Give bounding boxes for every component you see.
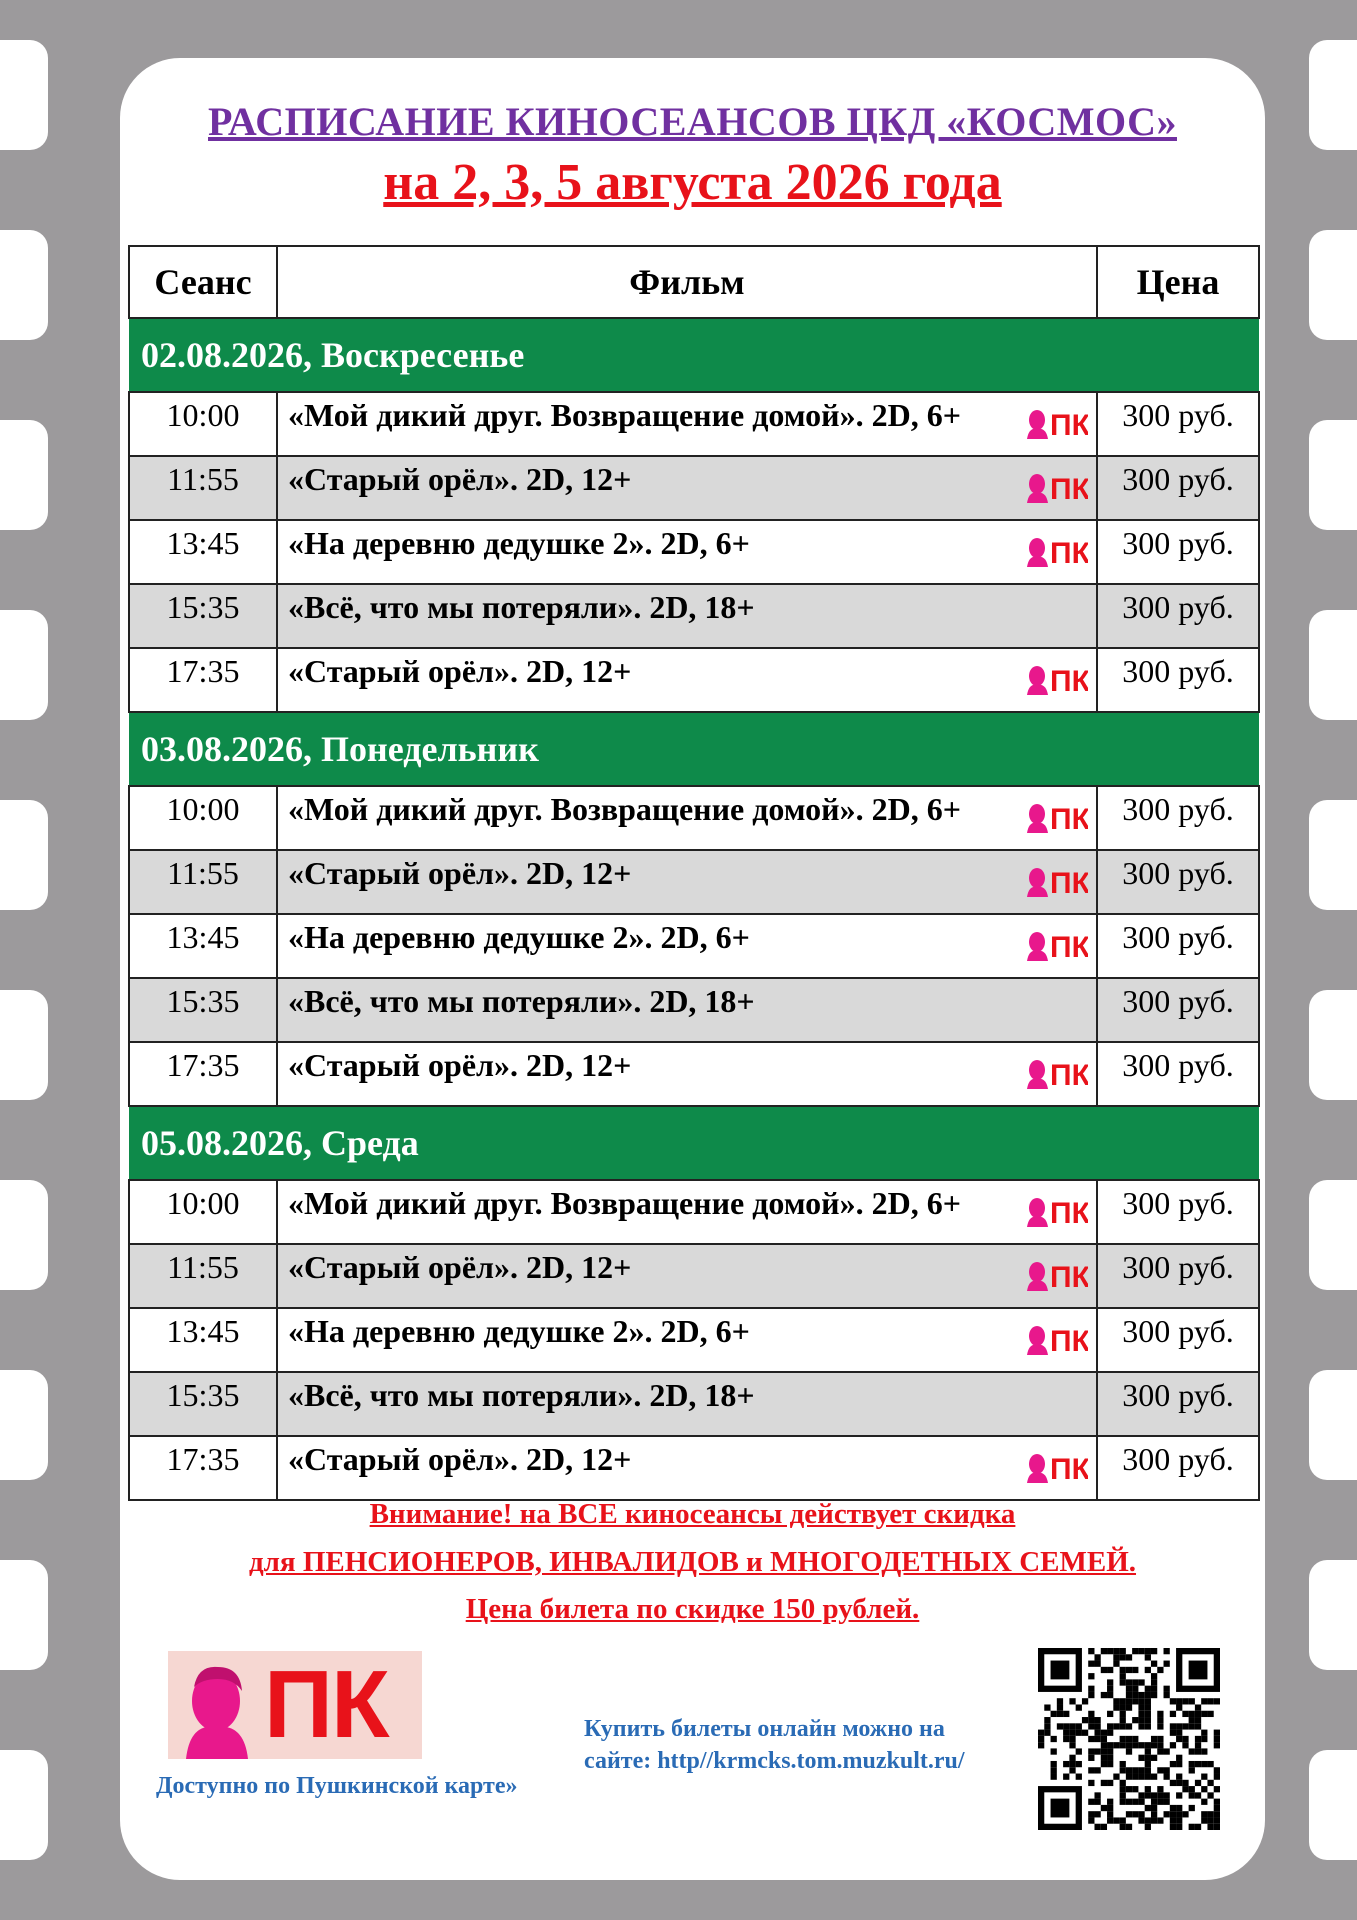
svg-text:ПК: ПК [1050, 1261, 1088, 1291]
film-cell [277, 1042, 1097, 1106]
table-row [129, 1308, 1259, 1372]
session-time: 10:00 [129, 786, 277, 850]
buy-online-text [584, 1713, 965, 1777]
table-row [129, 1436, 1259, 1500]
ticket-price: 300 руб. [1097, 648, 1259, 712]
ticket-price: 300 руб. [1097, 1436, 1259, 1500]
film-title: «Мой дикий друг. Возвращение домой». 2D, 6+ [288, 397, 961, 433]
session-time: 13:45 [129, 520, 277, 584]
pushkin-card-logo [168, 1651, 422, 1759]
film-cell [277, 1436, 1097, 1500]
perforation [0, 1750, 48, 1860]
table-row [129, 850, 1259, 914]
perforation [0, 990, 48, 1100]
pushkin-card-icon [1024, 1193, 1088, 1227]
pushkin-card-icon [1024, 927, 1088, 961]
film-cell [277, 584, 1097, 648]
svg-text:ПК: ПК [1050, 1059, 1088, 1089]
perforation [1309, 1750, 1357, 1860]
ticket-price: 300 руб. [1097, 850, 1259, 914]
session-time: 15:35 [129, 584, 277, 648]
film-title: «Мой дикий друг. Возвращение домой». 2D, 6+ [288, 791, 961, 827]
discount-notice-line-2: для ПЕНСИОНЕРОВ, ИНВАЛИДОВ и МНОГОДЕТНЫХ СЕМЕЙ. [248, 1546, 1137, 1578]
table-row [129, 1244, 1259, 1308]
buy-online-line-1: Купить билеты онлайн можно на [584, 1716, 945, 1742]
table-row [129, 520, 1259, 584]
film-title: «Всё, что мы потеряли». 2D, 18+ [288, 983, 755, 1019]
discount-notice-line-3: Цена билета по скидке 150 рублей. [465, 1593, 920, 1625]
perforation [0, 420, 48, 530]
table-row [129, 786, 1259, 850]
table-row [129, 1180, 1259, 1244]
svg-text:ПК: ПК [1050, 1453, 1088, 1483]
session-time: 10:00 [129, 392, 277, 456]
table-row [129, 584, 1259, 648]
pushkin-card-icon [1024, 1055, 1088, 1089]
session-time: 10:00 [129, 1180, 277, 1244]
ticket-price: 300 руб. [1097, 1372, 1259, 1436]
film-title: «Старый орёл». 2D, 12+ [288, 653, 632, 689]
session-time: 17:35 [129, 1042, 277, 1106]
table-row [129, 1042, 1259, 1106]
ticket-price: 300 руб. [1097, 978, 1259, 1042]
table-row [129, 456, 1259, 520]
pushkin-card-icon [1024, 799, 1088, 833]
qr-code-icon[interactable] [1038, 1648, 1220, 1830]
table-row [129, 392, 1259, 456]
schedule-body [129, 318, 1259, 1500]
table-header-row [129, 246, 1259, 318]
film-cell [277, 786, 1097, 850]
film-title: «Всё, что мы потеряли». 2D, 18+ [288, 589, 755, 625]
perforation [0, 610, 48, 720]
svg-text:ПК: ПК [1050, 867, 1088, 897]
film-title: «На деревню дедушке 2». 2D, 6+ [288, 1313, 750, 1349]
film-title: «Старый орёл». 2D, 12+ [288, 1441, 632, 1477]
perforation [0, 230, 48, 340]
svg-text:ПК: ПК [1050, 665, 1088, 695]
film-title: «Мой дикий друг. Возвращение домой». 2D, 6+ [288, 1185, 961, 1221]
ticket-price: 300 руб. [1097, 786, 1259, 850]
pushkin-card-icon [1024, 405, 1088, 439]
perforation [1309, 1180, 1357, 1290]
film-title: «Старый орёл». 2D, 12+ [288, 1047, 632, 1083]
session-time: 17:35 [129, 648, 277, 712]
ticket-price: 300 руб. [1097, 1308, 1259, 1372]
schedule-card [120, 58, 1265, 1880]
ticket-price: 300 руб. [1097, 914, 1259, 978]
svg-text:ПК: ПК [1050, 931, 1088, 961]
film-title: «Всё, что мы потеряли». 2D, 18+ [288, 1377, 755, 1413]
session-time: 17:35 [129, 1436, 277, 1500]
table-row [129, 648, 1259, 712]
header-price: Цена [1097, 246, 1259, 318]
film-title: «На деревню дедушке 2». 2D, 6+ [288, 525, 750, 561]
film-title: «Старый орёл». 2D, 12+ [288, 1249, 632, 1285]
film-cell [277, 1244, 1097, 1308]
pushkin-card-icon [1024, 1449, 1088, 1483]
perforation [0, 1560, 48, 1670]
film-cell [277, 1308, 1097, 1372]
film-title: «Старый орёл». 2D, 12+ [288, 461, 632, 497]
film-cell [277, 978, 1097, 1042]
svg-text:ПК: ПК [1050, 409, 1088, 439]
film-cell [277, 392, 1097, 456]
film-title: «На деревню дедушке 2». 2D, 6+ [288, 919, 750, 955]
day-header-row [129, 712, 1259, 786]
ticket-price: 300 руб. [1097, 1180, 1259, 1244]
schedule-table [128, 245, 1260, 1501]
ticket-price: 300 руб. [1097, 392, 1259, 456]
perforation [1309, 610, 1357, 720]
table-row [129, 1372, 1259, 1436]
perforation [0, 800, 48, 910]
pushkin-card-icon [1024, 1321, 1088, 1355]
pushkin-card-icon [1024, 863, 1088, 897]
day-header: 03.08.2026, Понедельник [129, 712, 1259, 786]
film-cell [277, 914, 1097, 978]
perforation [0, 1370, 48, 1480]
session-time: 11:55 [129, 1244, 277, 1308]
page-title: РАСПИСАНИЕ КИНОСЕАНСОВ ЦКД «КОСМОС» [208, 99, 1177, 144]
film-cell [277, 456, 1097, 520]
ticket-price: 300 руб. [1097, 456, 1259, 520]
discount-notice-line-1: Внимание! на ВСЕ киносеансы действует скидка [369, 1498, 1016, 1530]
day-header: 02.08.2026, Воскресенье [129, 318, 1259, 392]
pushkin-card-logo-text: ПК [264, 1651, 388, 1758]
ticket-price: 300 руб. [1097, 520, 1259, 584]
pushkin-card-caption: Доступно по Пушкинской карте» [156, 1773, 518, 1799]
page-subtitle: на 2, 3, 5 августа 2026 года [383, 154, 1002, 211]
perforation [1309, 990, 1357, 1100]
perforation [1309, 230, 1357, 340]
perforation [1309, 40, 1357, 150]
table-row [129, 978, 1259, 1042]
session-time: 15:35 [129, 1372, 277, 1436]
header-film: Фильм [277, 246, 1097, 318]
perforation [1309, 1370, 1357, 1480]
ticket-price: 300 руб. [1097, 1244, 1259, 1308]
pushkin-card-icon [1024, 661, 1088, 695]
perforation [1309, 800, 1357, 910]
session-time: 13:45 [129, 1308, 277, 1372]
session-time: 11:55 [129, 456, 277, 520]
session-time: 11:55 [129, 850, 277, 914]
perforation [0, 40, 48, 150]
film-cell [277, 1372, 1097, 1436]
day-header-row [129, 1106, 1259, 1180]
ticket-price: 300 руб. [1097, 584, 1259, 648]
svg-text:ПК: ПК [1050, 537, 1088, 567]
ticket-price: 300 руб. [1097, 1042, 1259, 1106]
day-header: 05.08.2026, Среда [129, 1106, 1259, 1180]
table-row [129, 914, 1259, 978]
film-title: «Старый орёл». 2D, 12+ [288, 855, 632, 891]
pushkin-card-icon [1024, 533, 1088, 567]
perforation [0, 1180, 48, 1290]
day-header-row [129, 318, 1259, 392]
svg-text:ПК: ПК [1050, 1325, 1088, 1355]
header-time: Сеанс [129, 246, 277, 318]
perforation [1309, 1560, 1357, 1670]
film-cell [277, 520, 1097, 584]
film-cell [277, 850, 1097, 914]
session-time: 13:45 [129, 914, 277, 978]
pushkin-card-icon [1024, 469, 1088, 503]
film-cell [277, 1180, 1097, 1244]
perforation [1309, 420, 1357, 530]
session-time: 15:35 [129, 978, 277, 1042]
svg-text:ПК: ПК [1050, 1197, 1088, 1227]
pushkin-card-icon [1024, 1257, 1088, 1291]
film-cell [277, 648, 1097, 712]
buy-online-link[interactable]: сайте: http//krmcks.tom.muzkult.ru/ [584, 1748, 965, 1774]
svg-text:ПК: ПК [1050, 803, 1088, 833]
svg-text:ПК: ПК [1050, 473, 1088, 503]
